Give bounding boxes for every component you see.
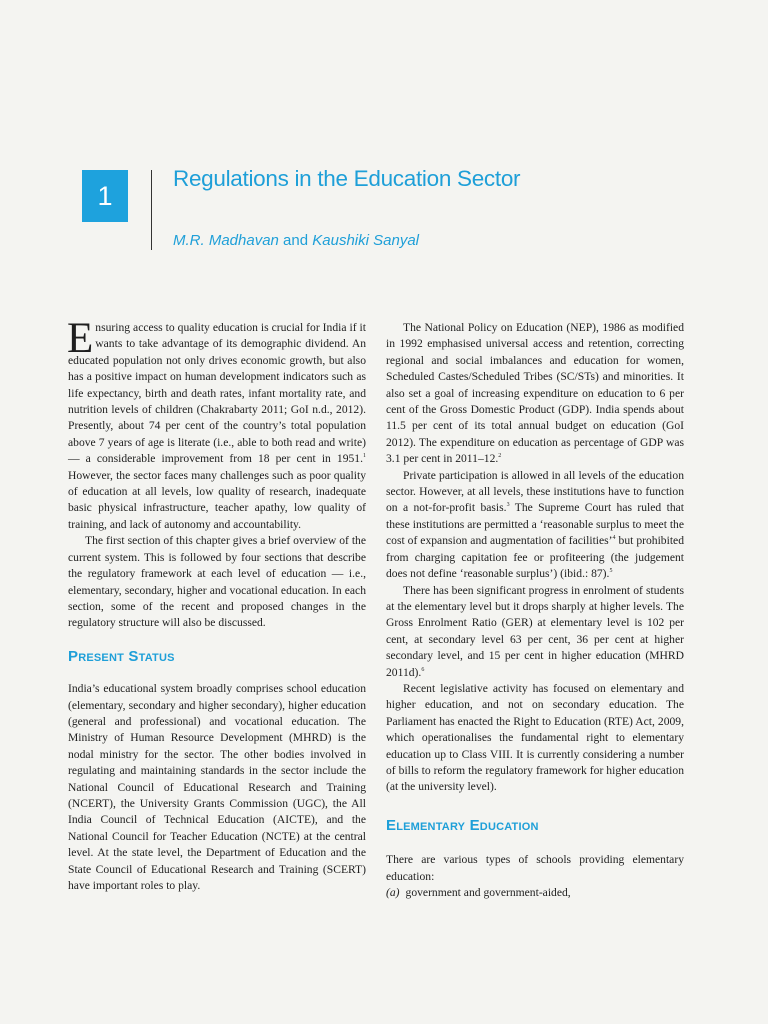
overview-paragraph: The first section of this chapter gives a brief overview of the current system. This is followed by four sections that describe the regulatory framework at each level of education — i.e., elementary, secondary, higher and vocational education. In each section, some of the recent and proposed changes in the regulatory structure will also be discussed.	[68, 534, 366, 630]
private-participation-paragraph: Private participation is allowed in all levels of the education sector. However, at all levels, these institutions have to function on a not-for-profit basis.$^3$ The Supreme Court has ruled that these institutions are permitted a ‘reasonable surplus to meet the cost of expansion and augmentation of facilities’$^4$ but prohibited from charging capitation fee or profiteering (the judgement does not define ‘reasonable surplus’) (ibid.: 87).$^5$	[386, 468, 684, 581]
footnote-ref: 5	[609, 568, 613, 575]
right-column	[386, 320, 684, 901]
section-heading-elementary-education: Elementary Education	[386, 816, 539, 834]
author-conjunction: and	[278, 232, 313, 249]
chapter-title: Regulations in the Education Sector	[173, 166, 521, 191]
chapter-number-box	[82, 170, 128, 222]
intro-paragraph: Ensuring access to quality education is crucial for India if it wants to take advantage of its demographic dividend. An educated population not only drives economic growth, but also has a positive impact on human development indicators such as life expectancy, birth and death rates, infant mortality rate, and nutrition levels of children (Chakrabarty 2011; GoI n.d., 2012). Presently, about 74 per cent of the country’s total population above 7 years of age is literate (i.e., able to both read and write) — a considerable improvement from 18 per cent in 1951.$^1$ However, the sector faces many challenges such as poor quality of education at all levels, low quality of research, inadequate basic physical infrastructure, teacher apathy, low quality of training, and lack of autonomy and accountability.	[67, 315, 366, 531]
section-heading-present-status: Present Status	[68, 647, 175, 665]
footnote-ref: 6	[421, 666, 425, 673]
title-divider	[151, 170, 152, 250]
footnote-ref: 3	[506, 502, 510, 509]
chapter-authors	[173, 232, 419, 249]
list-item-label: (a)	[386, 886, 400, 899]
list-item: (a) government and government-aided,	[386, 886, 571, 899]
author-1: M.R. Madhavan	[173, 232, 279, 249]
legislation-paragraph: Recent legislative activity has focused on elementary and higher education, and not on secondary education. The Parliament has enacted the Right to Education (RTE) Act, 2009, which operationalises the fundamental right to elementary education up to Class VIII. It is currently considering a number of bills to reform the regulatory framework for higher education (at the university level).	[386, 681, 684, 794]
footnote-ref: 1	[363, 453, 366, 460]
present-status-paragraph: India’s educational system broadly comprises school education (elementary, secondary and higher secondary), higher education (general and professional) and vocational education. The Ministry of Human Resource Development (MHRD) is the nodal ministry for the sector. The other bodies involved in regulating and maintaining standards in the sector include the National Council of Educational Research and Training (NCERT), the University Grants Commission (UGC), the All India Council of Technical Education (AICTE), and the National Council for Teacher Education (NCTE) at the central level. At the state level, the Department of Education and the State Council of Educational Research and Training (SCERT) have important roles to play.	[68, 682, 366, 892]
drop-cap: E	[67, 315, 94, 362]
nep-paragraph: The National Policy on Education (NEP), 1986 as modified in 1992 emphasised universal access and retention, correcting regional and social imbalances and education for women, Scheduled Castes/Scheduled Tribes (SC/STs) and minorities. It also set a goal of increasing expenditure on education to 6 per cent of the Gross Domestic Product (GDP). India spends about 11.5 per cent of its total annual budget on education (GoI 2012). The expenditure on education as percentage of GDP was 3.1 per cent in 2011–12.$^2$	[386, 321, 684, 466]
chapter-number: 1	[97, 180, 113, 211]
enrolment-paragraph: There has been significant progress in enrolment of students at the elementary level but it drops sharply at higher levels. The Gross Enrolment Ratio (GER) at elementary level is 102 per cent, at secondary level 63 per cent, 36 per cent at higher secondary level, and 15 per cent in higher education (MHRD 2011d).$^6$	[386, 583, 684, 679]
footnote-ref: 2	[498, 453, 502, 460]
author-2: Kaushiki Sanyal	[312, 232, 419, 249]
left-column	[67, 315, 366, 894]
footnote-ref: 4	[612, 535, 616, 542]
school-types-paragraph: There are various types of schools providing elementary education:	[386, 853, 684, 883]
